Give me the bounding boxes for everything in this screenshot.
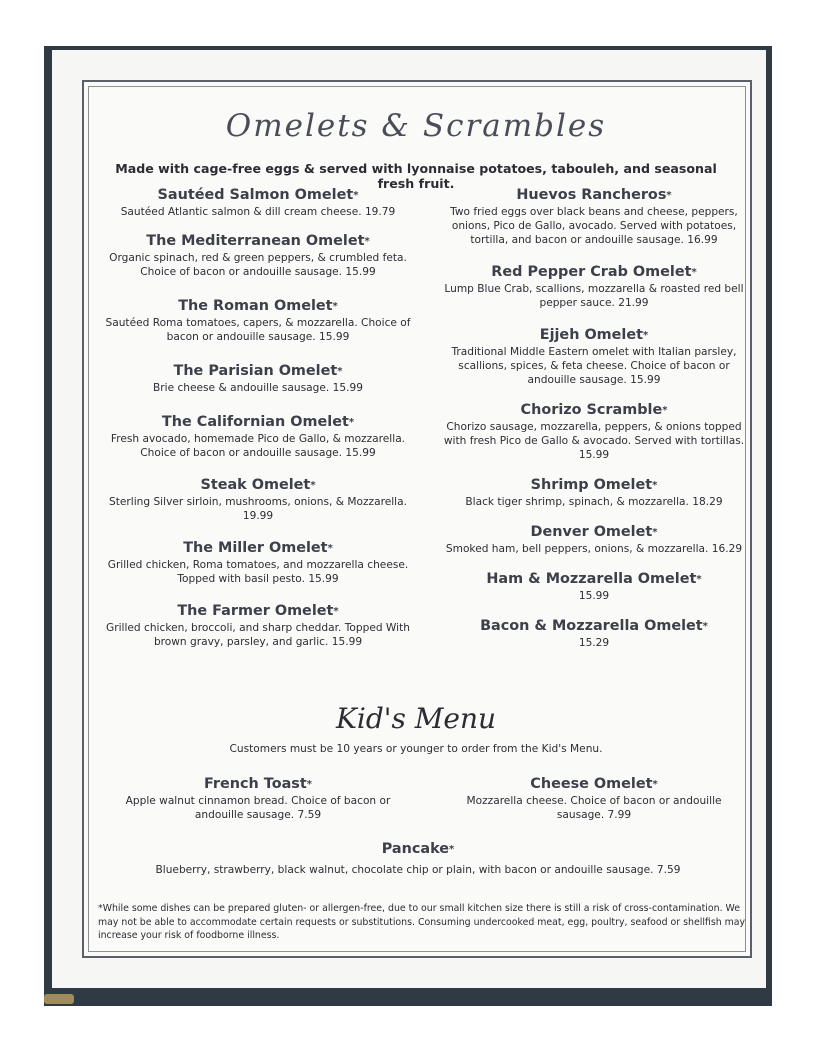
item-name: Red Pepper Crab Omelet (491, 264, 692, 280)
asterisk-mark: * (702, 621, 708, 632)
menu-item (98, 362, 418, 395)
item-description: Apple walnut cinnamon bread. Choice of bacon or andouille sausage. 7.59 (125, 795, 391, 821)
item-name: Shrimp Omelet (530, 477, 653, 493)
item-description: Sautéed Atlantic salmon & dill cream cheese. 19.79 (120, 206, 396, 218)
item-description: Sterling Silver sirloin, mushrooms, onions, & Mozzarella. 19.99 (109, 496, 407, 522)
item-description: Traditional Middle Eastern omelet with Italian parsley, scallions, spices, & feta cheese. Choice of bacon or andouille sausage. 15.99 (451, 346, 737, 386)
asterisk-mark: * (333, 606, 339, 617)
asterisk-mark: * (696, 574, 702, 585)
menu-item (98, 413, 418, 460)
menu-item (434, 326, 754, 387)
item-description: Chorizo sausage, mozzarella, peppers, & onions topped with fresh Pico de Gallo & avocado. Served with tortillas. 15.99 (443, 421, 745, 461)
asterisk-mark: * (666, 190, 672, 201)
item-description: Blueberry, strawberry, black walnut, chocolate chip or plain, with bacon or andouille sausage. 7.59 (155, 864, 681, 876)
item-description: Grilled chicken, Roma tomatoes, and mozzarella cheese. Topped with basil pesto. 15.99 (107, 559, 409, 585)
item-description: Mozzarella cheese. Choice of bacon or andouille sausage. 7.99 (466, 795, 722, 821)
asterisk-mark: * (662, 405, 668, 416)
section-title-kids: Kid's Menu (335, 702, 497, 735)
menu-item (98, 186, 418, 219)
item-name: The Farmer Omelet (177, 603, 334, 619)
item-description: Organic spinach, red & green peppers, & crumbled feta. Choice of bacon or andouille sausage. 15.99 (109, 252, 407, 278)
item-description: 15.99 (578, 590, 610, 602)
item-description: Black tiger shrimp, spinach, & mozzarella. 18.29 (465, 496, 723, 508)
item-description: Lump Blue Crab, scallions, mozzarella & roasted red bell pepper sauce. 21.99 (444, 283, 744, 309)
menu-item (434, 570, 754, 603)
menu-item (98, 602, 418, 649)
item-name: Cheese Omelet (530, 776, 653, 792)
menu-item (98, 297, 418, 344)
asterisk-mark: * (306, 779, 312, 790)
asterisk-mark: * (348, 417, 355, 428)
menu-item (434, 263, 754, 310)
item-description: Smoked ham, bell peppers, onions, & mozzarella. 16.29 (445, 543, 743, 555)
asterisk-mark: * (652, 527, 658, 538)
item-name: Pancake (381, 841, 450, 857)
asterisk-mark: * (643, 330, 649, 341)
item-name: The Mediterranean Omelet (146, 233, 365, 249)
item-description: 15.29 (578, 637, 610, 649)
asterisk-mark: * (652, 480, 658, 491)
menu-column-right (434, 186, 754, 663)
item-description: Two fried eggs over black beans and cheese, peppers, onions, Pico de Gallo, avocado. Served with potatoes, tortilla, and bacon or andouille sausage. 16.99 (450, 206, 738, 246)
item-name: Bacon & Mozzarella Omelet (480, 618, 703, 634)
kids-item-cheese-omelet (444, 775, 744, 822)
asterisk-mark: * (353, 190, 359, 201)
item-name: The Miller Omelet (183, 540, 328, 556)
kids-item-pancake (108, 840, 728, 877)
item-name: Steak Omelet (200, 477, 311, 493)
section-subtitle: Made with cage-free eggs & served with lyonnaise potatoes, tabouleh, and seasonal fresh fruit. (115, 161, 717, 191)
allergen-footnote: *While some dishes can be prepared gluten- or allergen-free, due to our small kitchen size there is still a risk of cross-contamination. We may not be able to accommodate certain requests or substitutions. Consuming undercooked meat, egg, poultry, seafood or shellfish may increase your risk of foodborne illness. (98, 903, 746, 941)
asterisk-mark: * (332, 301, 338, 312)
item-description: Brie cheese & andouille sausage. 15.99 (153, 382, 363, 394)
item-description: Fresh avocado, homemade Pico de Gallo, & mozzarella. Choice of bacon or andouille sausage. 15.99 (110, 433, 406, 459)
asterisk-mark: * (364, 236, 370, 247)
menu-item (98, 232, 418, 279)
asterisk-mark: * (652, 779, 658, 790)
item-name: Ham & Mozzarella Omelet (486, 571, 697, 587)
asterisk-mark: * (691, 267, 697, 278)
item-name: Ejjeh Omelet (539, 327, 644, 343)
item-description: Sautéed Roma tomatoes, capers, & mozzarella. Choice of bacon or andouille sausage. 15.99 (105, 317, 411, 343)
item-name: Chorizo Scramble (520, 402, 663, 418)
kids-item-french-toast (108, 775, 408, 822)
item-name: Denver Omelet (530, 524, 653, 540)
menu-item (434, 476, 754, 509)
menu-item (434, 523, 754, 556)
binder-clip (44, 994, 74, 1004)
item-name: Huevos Rancheros (516, 187, 667, 203)
item-name: French Toast (204, 776, 307, 792)
item-name: The Californian Omelet (161, 414, 349, 430)
item-name: The Parisian Omelet (173, 363, 338, 379)
menu-item (98, 476, 418, 523)
section-title-omelets: Omelets & Scrambles (225, 108, 607, 144)
asterisk-mark: * (310, 480, 316, 491)
menu-item (98, 539, 418, 586)
kids-menu-note: Customers must be 10 years or younger to order from the Kid's Menu. (229, 743, 603, 755)
item-name: The Roman Omelet (178, 298, 333, 314)
menu-item (434, 401, 754, 462)
item-name: Sautéed Salmon Omelet (157, 187, 354, 203)
asterisk-mark: * (449, 844, 455, 855)
asterisk-mark: * (327, 543, 333, 554)
item-description: Grilled chicken, broccoli, and sharp cheddar. Topped With brown gravy, parsley, and garlic. 15.99 (106, 622, 410, 648)
menu-column-left (98, 186, 418, 662)
menu-item (434, 617, 754, 650)
menu-item (434, 186, 754, 247)
asterisk-mark: * (337, 366, 343, 377)
